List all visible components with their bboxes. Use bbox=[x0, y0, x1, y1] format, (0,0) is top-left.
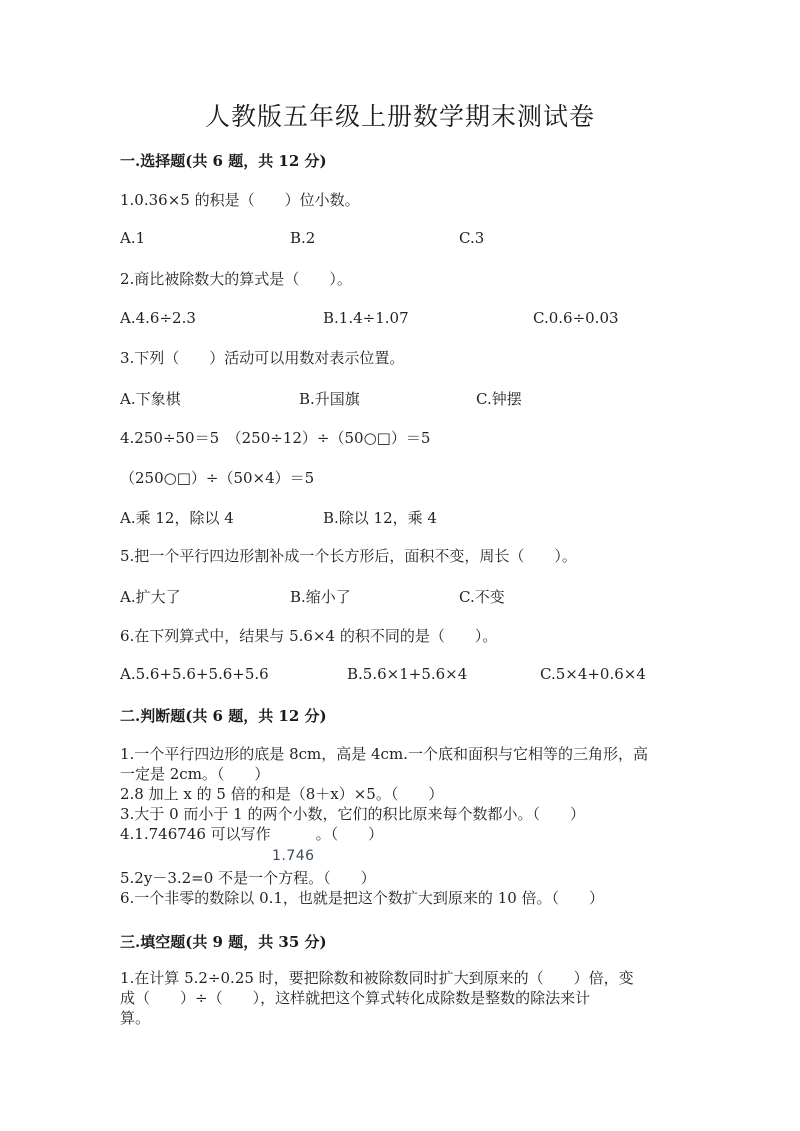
option-b: B.1.4÷1.07 bbox=[323, 309, 409, 327]
option-c: C.3 bbox=[459, 229, 485, 247]
option-a: A.下象棋 bbox=[120, 390, 181, 408]
section-heading-multiple-choice: 一.选择题(共 6 题，共 12 分) bbox=[120, 152, 327, 170]
fill-in-question-1 bbox=[120, 968, 680, 1028]
option-a: A.4.6÷2.3 bbox=[120, 309, 196, 327]
question-3-1-continued: 成（ ）÷（ ），这样就把这个算式转化成除数是整数的除法来计 bbox=[120, 989, 591, 1007]
page-title: 人教版五年级上册数学期末测试卷 bbox=[204, 102, 595, 131]
section-heading-fill-in: 三.填空题(共 9 题，共 35 分) bbox=[120, 933, 327, 951]
option-a: A.5.6+5.6+5.6+5.6 bbox=[120, 665, 269, 683]
question-1-5: 5.把一个平行四边形割补成一个长方形后，面积不变，周长（ ）。 bbox=[120, 547, 577, 565]
option-b: B.5.6×1+5.6×4 bbox=[347, 665, 468, 683]
question-2-1: 1.一个平行四边形的底是 8cm，高是 4cm.一个底和面积与它相等的三角形，高 bbox=[120, 745, 648, 763]
question-1-4: 4.250÷50＝5 （250÷12）÷（50○□）＝5 bbox=[120, 429, 431, 447]
question-2-2: 2.8 加上 x 的 5 倍的和是（8＋x）×5。（ ） bbox=[120, 785, 444, 803]
section-heading-true-false: 二.判断题(共 6 题，共 12 分) bbox=[120, 707, 327, 725]
option-b: B.升国旗 bbox=[299, 390, 360, 408]
true-false-questions bbox=[120, 744, 680, 844]
question-3-1: 1.在计算 5.2÷0.25 时，要把除数和被除数同时扩大到原来的（ ）倍，变 bbox=[120, 969, 634, 987]
question-3-1-end: 算。 bbox=[120, 1009, 151, 1027]
option-a: A.扩大了 bbox=[120, 588, 181, 606]
option-c: C.不变 bbox=[459, 588, 505, 606]
option-a: A.1 bbox=[120, 229, 146, 247]
question-1-1: 1.0.36×5 的积是（ ）位小数。 bbox=[120, 191, 360, 209]
option-c: C.0.6÷0.03 bbox=[533, 309, 619, 327]
question-2-4: 4.1.746746 可以写作 。（ ） bbox=[120, 825, 384, 843]
true-false-questions-continued bbox=[120, 868, 680, 908]
option-b: B.缩小了 bbox=[290, 588, 351, 606]
question-2-3: 3.大于 0 而小于 1 的两个小数，它们的积比原来每个数都小。（ ） bbox=[120, 805, 585, 823]
handwritten-repeating-decimal: 1.746 bbox=[272, 848, 315, 864]
question-1-2: 2.商比被除数大的算式是（ ）。 bbox=[120, 270, 352, 288]
question-1-3: 3.下列（ ）活动可以用数对表示位置。 bbox=[120, 349, 405, 367]
option-c: C.钟摆 bbox=[476, 390, 522, 408]
option-a: A.乘 12，除以 4 bbox=[120, 509, 234, 527]
question-2-6: 6.一个非零的数除以 0.1，也就是把这个数扩大到原来的 10 倍。（ ） bbox=[120, 889, 605, 907]
option-c: C.5×4+0.6×4 bbox=[540, 665, 646, 683]
question-1-4-continued: （250○□）÷（50×4）＝5 bbox=[120, 469, 315, 487]
question-2-5: 5.2y－3.2=0 不是一个方程。（ ） bbox=[120, 869, 376, 887]
question-1-6: 6.在下列算式中，结果与 5.6×4 的积不同的是（ ）。 bbox=[120, 627, 498, 645]
option-b: B.2 bbox=[290, 229, 316, 247]
question-2-1-continued: 一定是 2cm。（ ） bbox=[120, 765, 270, 783]
option-b: B.除以 12，乘 4 bbox=[323, 509, 437, 527]
